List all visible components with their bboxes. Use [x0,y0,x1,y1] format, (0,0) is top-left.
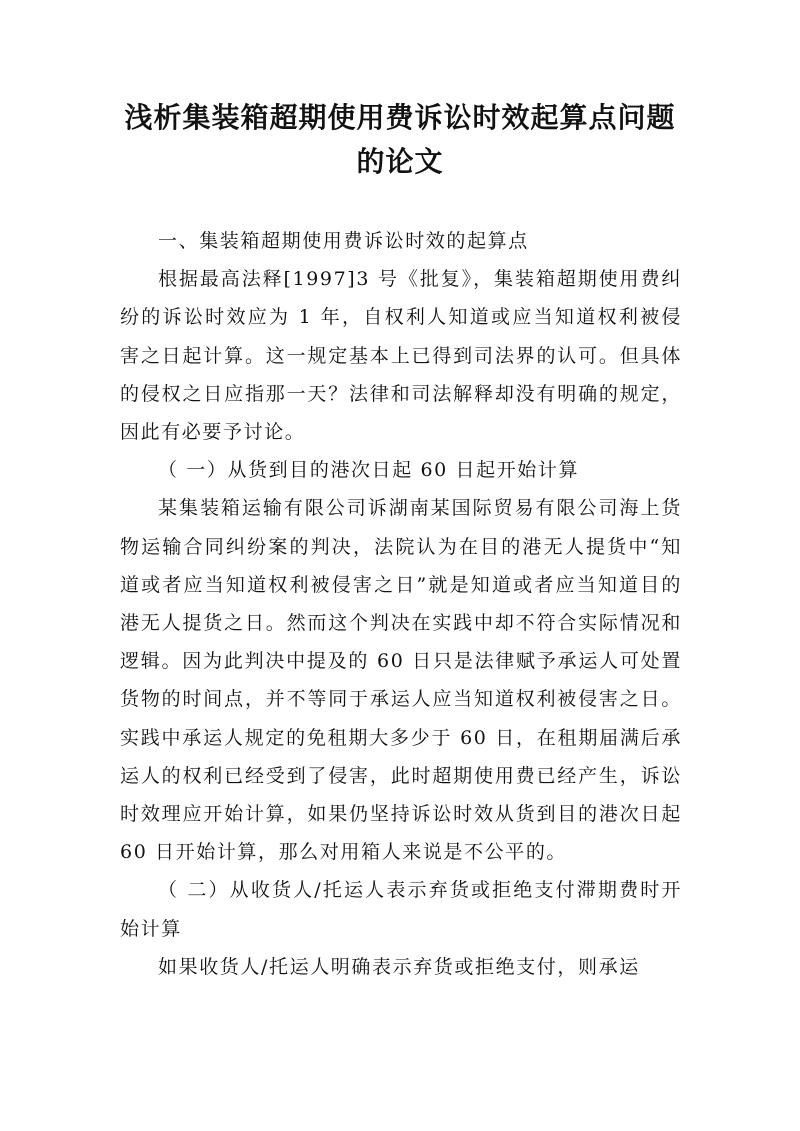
document-body [120,222,682,986]
paragraph: 根据最高法释[1997]3 号《批复》，集装箱超期使用费纠纷的诉讼时效应为 1 年，自权利人知道或应当知道权利被侵害之日起计算。这一规定基本上已得到司法界的认可。但具体的侵权之日应指那一天？法律和司法解释却没有明确的规定，因此有必要予讨论。 [120,268,682,444]
paragraph: 如果收货人/托运人明确表示弃货或拒绝支付，则承运 [158,955,640,978]
subsection-heading: （ 一）从货到目的港次日起 60 日起开始计算 [158,459,580,482]
subsection-heading: （ 二）从收货人/托运人表示弃货或拒绝支付滞期费时开始计算 [120,879,682,940]
paragraph: 某集装箱运输有限公司诉湖南某国际贸易有限公司海上货物运输合同纠纷案的判决，法院认为在目的港无人提货中“知道或者应当知道权利被侵害之日”就是知道或者应当知道目的港无人提货之日。然而这个判决在实践中却不符合实际情况和逻辑。因为此判决中提及的 60 日只是法律赋予承运人可处置货物的时间点，并不等同于承运人应当知道权利被侵害之日。实践中承运人规定的免租期大多少于 60 日，在租期届满后承运人的权利已经受到了侵害，此时超期使用费已经产生，诉讼时效理应开始计算，如果仍坚持诉讼时效从货到目的港次日起 60 日开始计算，那么对用箱人来说是不公平的。 [120,497,682,864]
document-title: 浅析集装箱超期使用费诉讼时效起算点问题的论文 [124,101,676,178]
section-heading: 一、集装箱超期使用费诉讼时效的起算点 [158,230,529,252]
